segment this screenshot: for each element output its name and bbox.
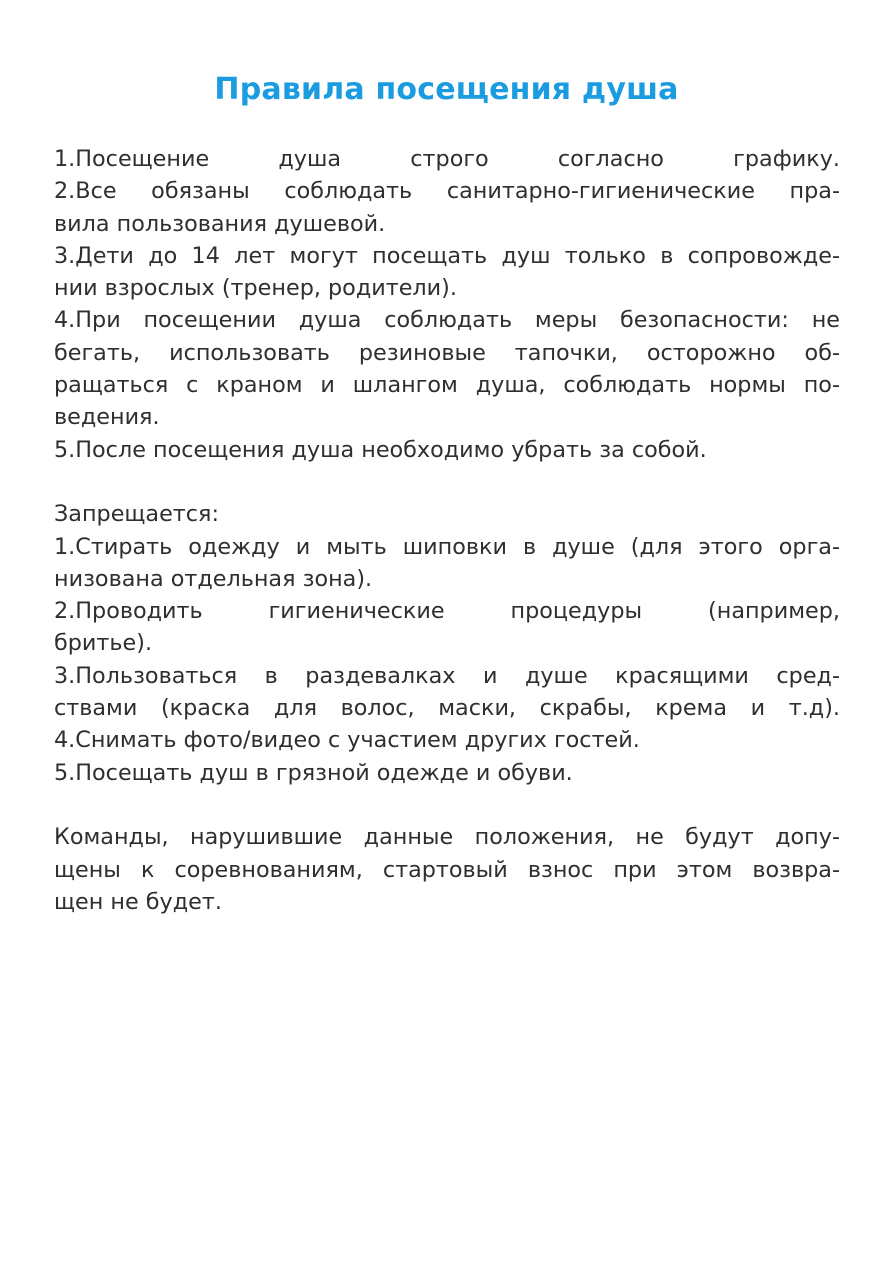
rules-line: 3.Дети до 14 лет могут посещать душ только в сопровожде- (54, 242, 840, 269)
page-title: Правила посещения душа (214, 72, 679, 107)
section-gap (54, 466, 840, 498)
section-gap (54, 789, 840, 821)
rules-line: ращаться с краном и шлангом душа, соблюдать нормы по- (54, 372, 840, 399)
document-body (54, 143, 840, 918)
prohibited-line: 3.Пользоваться в раздевалках и душе красящими сред- (54, 662, 840, 689)
rules-line: нии взрослых (тренер, родители). (54, 275, 457, 302)
rules-line: 2.Все обязаны соблюдать санитарно-гигиенические пра- (54, 178, 840, 205)
rules-line: 4.При посещении душа соблюдать меры безопасности: не (54, 307, 840, 334)
rules-line: бегать, использовать резиновые тапочки, осторожно об- (54, 339, 840, 366)
prohibited-line: ствами (краска для волос, маски, скрабы, крема и т.д). (54, 695, 840, 722)
footer-line: щен не будет. (54, 888, 222, 915)
rules-section (54, 143, 840, 466)
prohibited-line: 4.Снимать фото/видео с участием других гостей. (54, 727, 640, 754)
prohibited-line: 2.Проводить гигиенические процедуры (например, (54, 598, 840, 625)
prohibited-line: бритье). (54, 630, 153, 657)
rules-line: 1.Посещение душа строго согласно графику. (54, 146, 840, 172)
footer-line: Команды, нарушившие данные положения, не будут допу- (54, 824, 840, 851)
prohibited-line: низована отдельная зона). (54, 565, 373, 592)
prohibited-section (54, 498, 840, 789)
rules-line: ведения. (54, 404, 160, 431)
prohibited-line: 1.Стирать одежду и мыть шиповки в душе (для этого орга- (54, 533, 840, 560)
rules-line: 5.После посещения душа необходимо убрать за собой. (54, 436, 707, 463)
prohibited-line: 5.Посещать душ в грязной одежде и обуви. (54, 759, 573, 786)
rules-line: вила пользования душевой. (54, 210, 386, 237)
footer-section (54, 821, 840, 918)
prohibited-heading: Запрещается: (54, 501, 219, 528)
footer-line: щены к соревнованиям, стартовый взнос при этом возвра- (54, 856, 840, 883)
